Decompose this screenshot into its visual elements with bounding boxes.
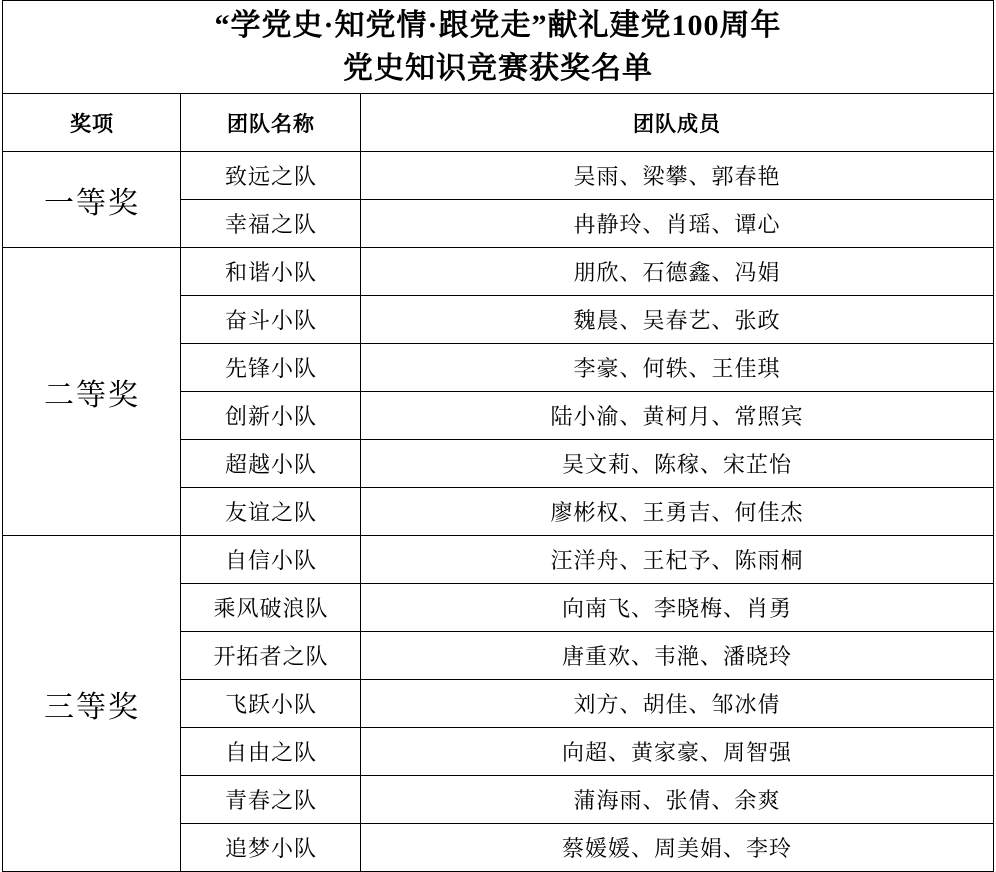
team-name: 追梦小队: [181, 824, 361, 872]
team-name: 飞跃小队: [181, 680, 361, 728]
team-name: 和谐小队: [181, 248, 361, 296]
table-title-row: [3, 1, 993, 94]
team-members: 唐重欢、韦滟、潘晓玲: [361, 632, 993, 680]
team-members: 蒲海雨、张倩、余爽: [361, 776, 993, 824]
table-header-row: [3, 94, 993, 152]
column-header-team: 团队名称: [181, 94, 361, 152]
team-members: 李豪、何轶、王佳琪: [361, 344, 993, 392]
team-members: 陆小渝、黄柯月、常照宾: [361, 392, 993, 440]
team-name: 先锋小队: [181, 344, 361, 392]
team-name: 致远之队: [181, 152, 361, 200]
award-label-second-prize: 二等奖: [3, 248, 181, 536]
team-name: 奋斗小队: [181, 296, 361, 344]
column-header-members: 团队成员: [361, 94, 993, 152]
award-label-third-prize: 三等奖: [3, 536, 181, 872]
team-members: 向南飞、李晓梅、肖勇: [361, 584, 993, 632]
team-members: 蔡媛媛、周美娟、李玲: [361, 824, 993, 872]
team-members: 汪洋舟、王杞予、陈雨桐: [361, 536, 993, 584]
title-line-1: “学党史·知党情·跟党走”献礼建党100周年: [214, 8, 782, 42]
team-name: 乘风破浪队: [181, 584, 361, 632]
team-name: 青春之队: [181, 776, 361, 824]
team-members: 朋欣、石德鑫、冯娟: [361, 248, 993, 296]
column-header-award: 奖项: [3, 94, 181, 152]
team-members: 刘方、胡佳、邹冰倩: [361, 680, 993, 728]
award-list-table: [2, 0, 993, 872]
document-title: [3, 1, 993, 94]
table-row: [3, 248, 993, 296]
table-row: [3, 152, 993, 200]
team-members: 冉静玲、肖瑶、谭心: [361, 200, 993, 248]
team-members: 吴雨、梁攀、郭春艳: [361, 152, 993, 200]
title-line-2: 党史知识竞赛获奖名单: [343, 52, 653, 85]
team-members: 吴文莉、陈稼、宋芷怡: [361, 440, 993, 488]
team-members: 魏晨、吴春艺、张政: [361, 296, 993, 344]
award-label-first-prize: 一等奖: [3, 152, 181, 248]
team-name: 超越小队: [181, 440, 361, 488]
table-row: [3, 536, 993, 584]
team-members: 廖彬权、王勇吉、何佳杰: [361, 488, 993, 536]
team-name: 幸福之队: [181, 200, 361, 248]
team-name: 自信小队: [181, 536, 361, 584]
team-name: 友谊之队: [181, 488, 361, 536]
team-name: 创新小队: [181, 392, 361, 440]
team-name: 开拓者之队: [181, 632, 361, 680]
team-members: 向超、黄家豪、周智强: [361, 728, 993, 776]
team-name: 自由之队: [181, 728, 361, 776]
